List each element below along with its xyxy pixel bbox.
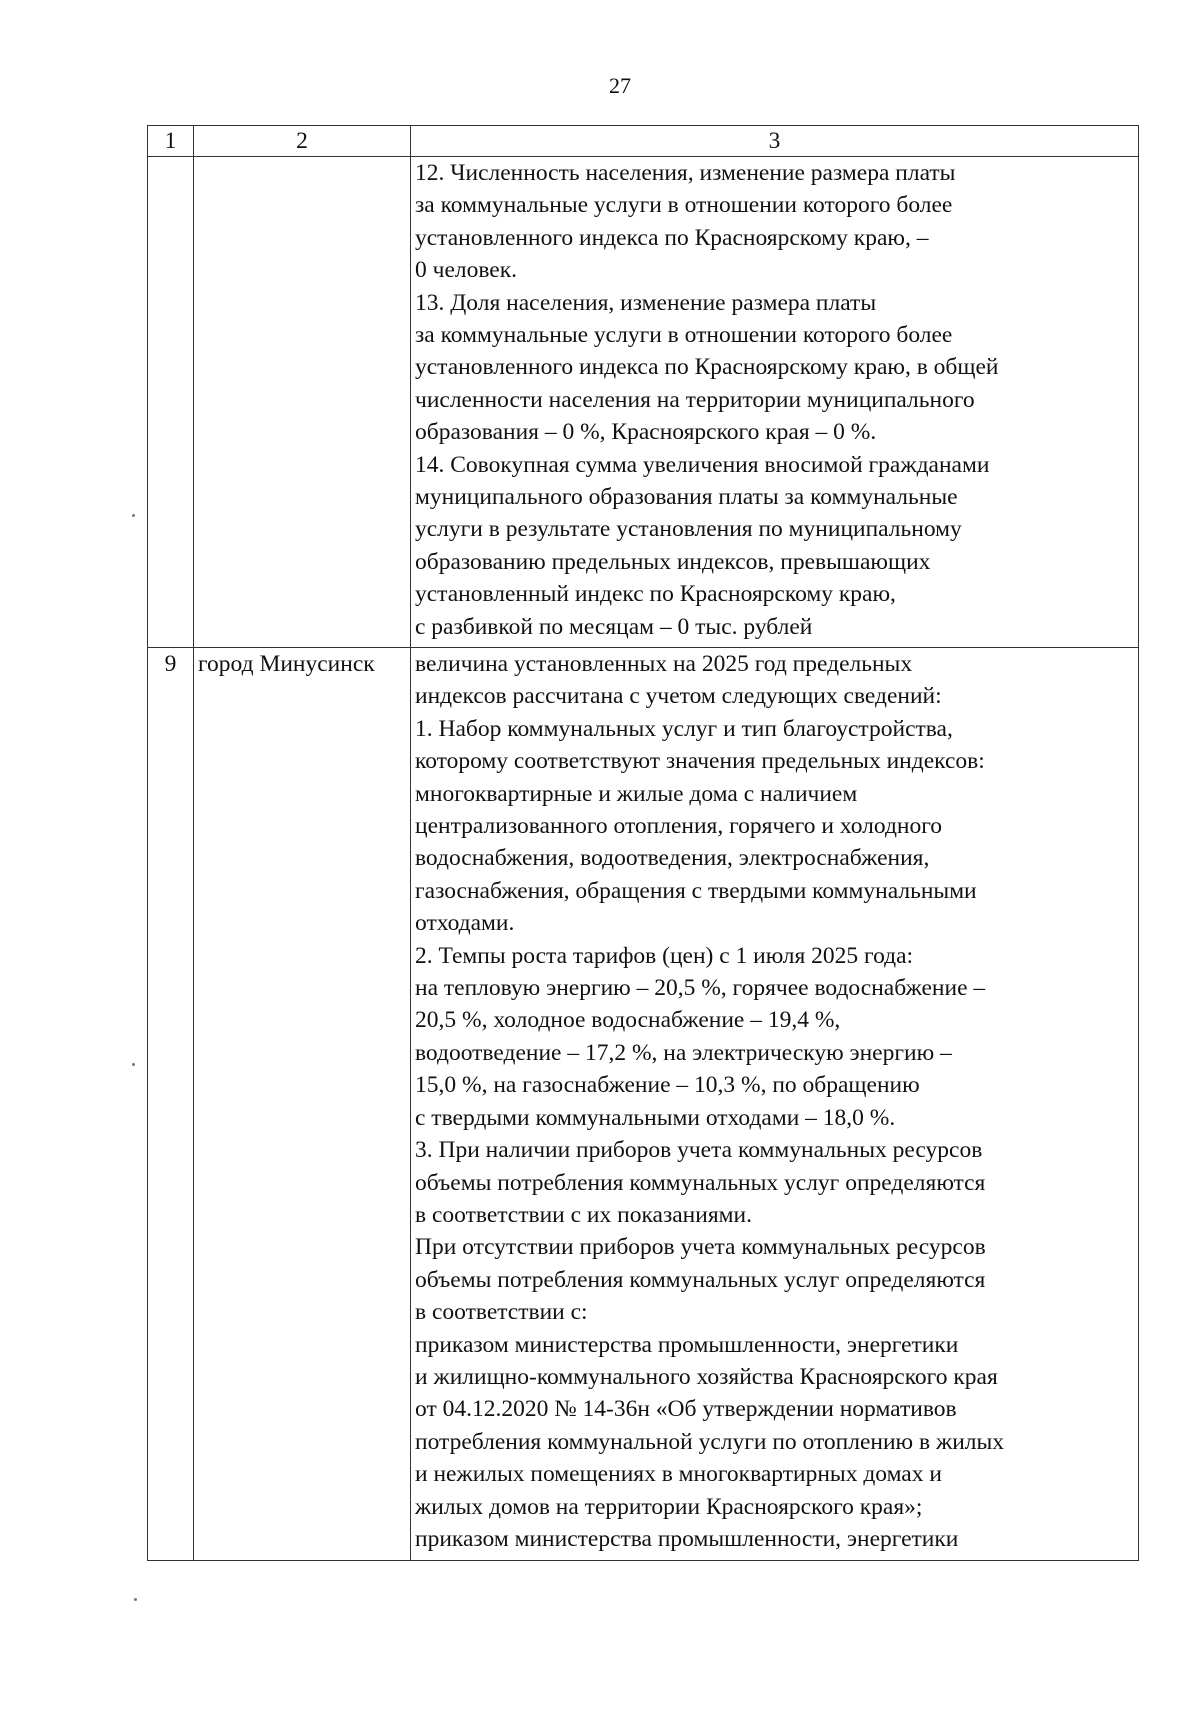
text-line: газоснабжения, обращения с твердыми коммунальными	[415, 877, 977, 904]
text-line: 12. Численность населения, изменение размера платы	[415, 160, 956, 186]
data-table	[147, 125, 1139, 1561]
table-row	[148, 157, 1139, 648]
row-number-cell: 9	[148, 648, 194, 1561]
text-line: величина установленных на 2025 год предельных	[415, 651, 913, 677]
text-line: на тепловую энергию – 20,5 %, горячее водоснабжение –	[415, 975, 986, 1002]
text-line: установленного индекса по Красноярскому краю, –	[415, 224, 929, 251]
text-line: 13. Доля населения, изменение размера платы	[415, 289, 877, 316]
text-line: установленный индекс по Красноярскому краю,	[415, 581, 896, 608]
text-line: образования – 0 %, Красноярского края – 0 %.	[415, 419, 877, 446]
page-number: 27	[609, 73, 631, 98]
table-header-row	[148, 126, 1139, 157]
text-line: многоквартирные и жилые дома с наличием	[415, 780, 858, 807]
text-line: централизованного отопления, горячего и холодного	[415, 813, 943, 840]
text-line: объемы потребления коммунальных услуг определяются	[415, 1169, 986, 1196]
text-line: муниципального образования платы за коммунальные	[415, 484, 958, 511]
text-line: 1. Набор коммунальных услуг и тип благоустройства,	[415, 715, 953, 742]
text-line: жилых домов на территории Красноярского края»;	[415, 1493, 923, 1520]
text-line: объемы потребления коммунальных услуг определяются	[415, 1266, 986, 1293]
text-line: 14. Совокупная сумма увеличения вносимой гражданами	[415, 451, 990, 478]
text-line: и нежилых помещениях в многоквартирных домах и	[415, 1461, 942, 1488]
text-line: потребления коммунальной услуги по отоплению в жилых	[415, 1428, 1005, 1455]
text-line: приказом министерства промышленности, энергетики	[415, 1331, 959, 1358]
text-line: за коммунальные услуги в отношении которого более	[415, 192, 953, 219]
text-line: услуги в результате установления по муниципальному	[415, 516, 962, 543]
text-line: в соответствии с их показаниями.	[415, 1201, 752, 1228]
scan-speck	[132, 514, 135, 517]
description-cell	[411, 157, 1139, 648]
scan-speck	[132, 1063, 135, 1066]
table-row	[148, 648, 1139, 1561]
description-cell	[411, 648, 1139, 1561]
row-number-cell	[148, 157, 194, 648]
header-col-3: 3	[411, 126, 1139, 157]
text-line: от 04.12.2020 № 14-36н «Об утверждении нормативов	[415, 1396, 957, 1423]
header-col-2: 2	[194, 126, 411, 157]
text-line: и жилищно-коммунального хозяйства Красноярского края	[415, 1363, 998, 1390]
text-line: за коммунальные услуги в отношении которого более	[415, 322, 953, 349]
text-line: водоснабжения, водоотведения, электроснабжения,	[415, 845, 930, 872]
scan-speck	[134, 1598, 137, 1601]
text-line: водоотведение – 17,2 %, на электрическую энергию –	[415, 1039, 952, 1066]
text-line: 2. Темпы роста тарифов (цен) с 1 июля 2025 года:	[415, 942, 914, 969]
text-line: образованию предельных индексов, превышающих	[415, 548, 931, 575]
text-line: которому соответствуют значения предельных индексов:	[415, 748, 985, 775]
text-line: численности населения на территории муниципального	[415, 386, 975, 413]
municipality-cell	[194, 157, 411, 648]
text-line: индексов рассчитана с учетом следующих сведений:	[415, 683, 942, 710]
municipality-cell: город Минусинск	[194, 648, 411, 1561]
text-line: в соответствии с:	[415, 1299, 588, 1326]
header-col-1: 1	[148, 126, 194, 157]
text-line: 15,0 %, на газоснабжение – 10,3 %, по обращению	[415, 1072, 920, 1099]
text-line: установленного индекса по Красноярскому краю, в общей	[415, 354, 999, 381]
text-line: При отсутствии приборов учета коммунальных ресурсов	[415, 1234, 986, 1261]
text-line: с разбивкой по месяцам – 0 тыс. рублей	[415, 613, 813, 640]
text-line: с твердыми коммунальными отходами – 18,0 %.	[415, 1104, 896, 1131]
text-line: 0 человек.	[415, 257, 518, 284]
text-line: 20,5 %, холодное водоснабжение – 19,4 %,	[415, 1007, 841, 1034]
text-line: отходами.	[415, 910, 515, 937]
text-line: приказом министерства промышленности, энергетики	[415, 1525, 959, 1552]
text-line: 3. При наличии приборов учета коммунальных ресурсов	[415, 1137, 983, 1164]
